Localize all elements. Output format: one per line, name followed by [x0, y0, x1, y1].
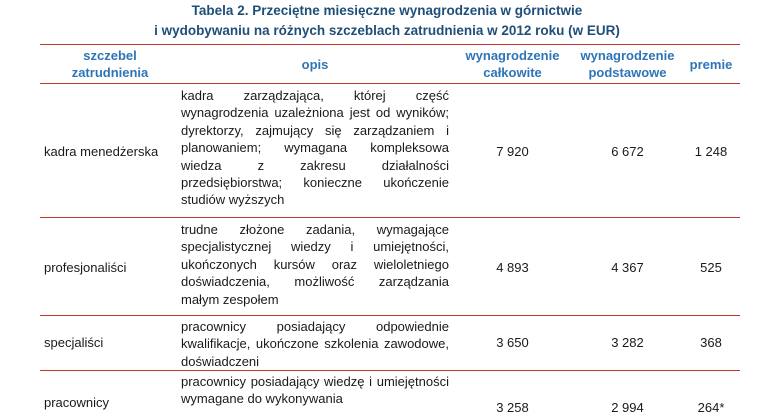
header-level — [40, 47, 180, 81]
header-description: opis — [301, 57, 329, 72]
row-description: pracownicy posiadający odpowiednie kwalifikacje, ukończone szkolenia zawodowe, doświadczeni — [181, 319, 449, 369]
row-level: kadra menedżerska — [44, 144, 159, 159]
row-bonus: 1 248 — [694, 144, 728, 159]
row-divider-1 — [40, 217, 740, 218]
header-bonus: premie — [689, 57, 733, 72]
header-base — [575, 47, 680, 81]
row-total: 3 650 — [496, 335, 529, 350]
header-total-line-1: wynagrodzenie — [465, 48, 560, 63]
row-level: pracownicy — [44, 395, 110, 410]
row-level: profesjonaliści — [44, 260, 127, 275]
header-level-line-1: szczebel — [83, 48, 137, 63]
title-line-1: Tabela 2. Przeciętne miesięczne wynagrodzenia w górnictwie — [191, 3, 583, 18]
header-base-line-1: wynagrodzenie — [580, 48, 675, 63]
row-divider-2 — [40, 315, 740, 316]
header-top-rule — [40, 44, 740, 45]
row-base: 2 994 — [611, 400, 644, 415]
row-base: 6 672 — [611, 144, 644, 159]
row-bonus: 368 — [700, 335, 722, 350]
row-base: 4 367 — [611, 260, 644, 275]
header-total — [455, 47, 570, 81]
row-base: 3 282 — [611, 335, 644, 350]
row-description: pracownicy posiadający wiedzę i umiejętności wymagane do wykonywania — [181, 374, 449, 407]
header-base-line-2: podstawowe — [588, 65, 667, 80]
row-description: trudne złożone zadania, wymagające specjalistycznej wiedzy i umiejętności, ukończonych kursów oraz wieloletniego doświadczenia, możliwość zarządzania małym zespołem — [181, 222, 449, 307]
row-total: 7 920 — [496, 144, 529, 159]
title-line-2: i wydobywaniu na różnych szczeblach zatrudnienia w 2012 roku (w EUR) — [154, 23, 620, 38]
header-bottom-rule — [40, 83, 740, 84]
row-description: kadra zarządzająca, której część wynagrodzenia uzależniona jest od wyników; dyrektorzy, zajmujący się zarządzaniem i planowaniem; wymagana kompleksowa wiedza z zakresu działalności przedsiębiorstwa; konieczne ukończenie studiów wyższych — [181, 88, 449, 208]
row-bonus: 264* — [697, 400, 725, 415]
header-level-line-2: zatrudnienia — [71, 65, 149, 80]
row-level: specjaliści — [44, 335, 104, 350]
header-total-line-2: całkowite — [483, 65, 542, 80]
row-total: 4 893 — [496, 260, 529, 275]
row-total: 3 258 — [496, 400, 529, 415]
row-bonus: 525 — [700, 260, 722, 275]
